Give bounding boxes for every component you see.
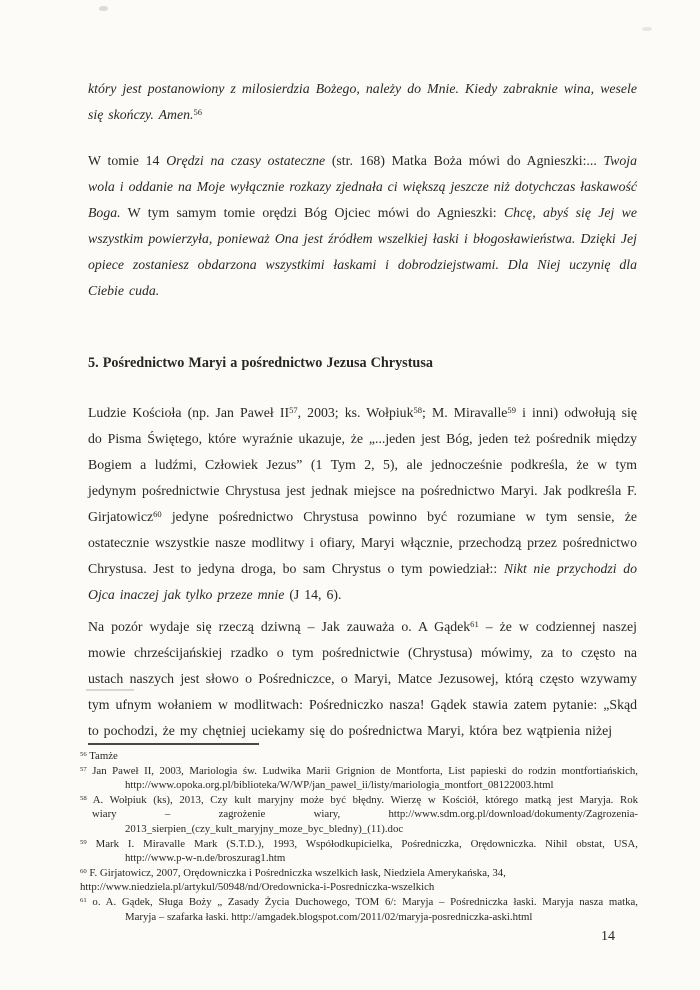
footnote-ref: 59 xyxy=(507,405,516,416)
paragraph-oredzia xyxy=(88,148,637,304)
text-run: ; M. Miravalle xyxy=(422,405,508,420)
footnote-item: $^{60}$ F. Girjatowicz, 2007, Orędowniczka i Pośredniczka wszelkich łask, Niedziela Amerykańska, 34, xyxy=(80,866,506,879)
text-run: i inni) odwołują się do Pisma Świętego, które wyraźnie ukazuje, że „...jeden jest Bóg, jeden też pośrednik między Bogiem a ludźmi, Człowiek Jezus” (1 Tym 2, 5), ale jednocześnie podkreśla, że w tym jedynym pośrednictwie Chrystusa jest jednak miejsce na pośrednictwo Maryi. Jak podkreśla F. Girjatowicz xyxy=(88,405,637,524)
section-heading xyxy=(88,350,637,376)
footnote-ref: 61 xyxy=(470,619,479,630)
text-run: (J 14, 6). xyxy=(284,587,342,602)
text-run: który jest postanowiony z milosierdzia Bożego, należy do Mnie. Kiedy zabraknie wina, wesele się skończy. Amen. xyxy=(88,81,637,122)
footnote-item: $^{57}$ Jan Paweł II, 2003, Mariologia św. Ludwika Marii Grignion de Montforta, List papieski do rodzin montfortiańskich, xyxy=(80,764,638,777)
opening-quote-paragraph xyxy=(88,76,637,128)
text-run: Na pozór wydaje się rzeczą dziwną – Jak zauważa o. A Gądek xyxy=(88,619,471,634)
text-run: – że w codziennej naszej mowie chrześcijańskiej rzadko o tym pośrednictwie (Chrystusa) mówimy, za to często na ustach naszych jest słowo o Pośredniczce, o Maryi, Matce Jezusowej, którą często wzywamy tym ufnym wołaniem w modlitwach: Pośredniczko nasza! Gądek stawia zatem pytanie: „Skąd to pochodzi, że my chętniej uciekamy się do pośrednictwa Maryi, która bez wątpienia niżej xyxy=(88,619,637,738)
footnote-number: 60 xyxy=(80,867,87,875)
footnote-continuation: http://www.p-w-n.de/broszurag1.htm xyxy=(125,852,286,865)
footnote-ref: 58 xyxy=(413,405,423,416)
text-run: jedyne pośrednictwo Chrystusa powinno być rozumiane w tym sensie, że ostatecznie wszystkie nasze modlitwy i ofiary, Maryi włącznie, przechodzą przez pośrednictwo Chrystusa. Jest to jedyna droga, bo sam Chrystus o tym powiedział:: xyxy=(88,509,637,576)
text-run: Ludzie Kościoła (np. Jan Paweł II xyxy=(88,405,290,420)
footnote-item: $^{56}$ Tamże xyxy=(80,750,118,762)
footnote-ref: 57 xyxy=(289,405,298,416)
text-run: W tym samym tomie orędzi Bóg Ojciec mówi do Agnieszki: xyxy=(120,205,504,220)
footnote-item: $^{58}$ A. Wołpiuk (ks), 2013, Czy kult maryjny może być błędny. Wierzę w Kościół, którego matką jest Maryja. Rok xyxy=(80,793,638,806)
footnote-continuation: 2013_sierpien_(czy_kult_maryjny_moze_byc_bledny)_(11).doc xyxy=(125,822,404,835)
footnote-separator xyxy=(88,743,259,745)
text-run: , 2003; ks. Wołpiuk xyxy=(297,405,414,420)
page-number: 14 xyxy=(601,929,615,944)
footnote-item: $^{59}$ Mark I. Miravalle Mark (S.T.D.), 1993, Współodkupicielka, Pośredniczka, Orędowniczka. Nihil obstat, USA, xyxy=(80,837,638,850)
footnote-number: 57 xyxy=(80,765,87,773)
footnote-number: 56 xyxy=(80,751,87,758)
footnote-continuation: http://www.opoka.org.pl/biblioteka/W/WP/jan_pawel_ii/listy/mariologia_montfort_08122003.html xyxy=(125,779,554,792)
scan-speck-icon xyxy=(642,27,652,31)
paragraph-posrednictwo xyxy=(88,400,637,608)
text-run: Twoja wola i oddanie na Moje wyłącznie rozkazy zjednała ci większą jeszcze niż dotychczas łaskawość Boga. xyxy=(88,153,637,220)
text-run: Orędzi na czasy ostateczne xyxy=(166,153,326,168)
footnote-item: $^{61}$ o. A. Gądek, Sługa Boży „ Zasady Życia Duchowego, TOM 6/: Maryja – Pośredniczka łaski. Maryja nasza matka, xyxy=(80,895,638,908)
text-run: (str. 168) Matka Boża mówi do Agnieszki:... xyxy=(325,153,604,168)
footnote-number: 61 xyxy=(80,896,87,904)
footnotes-section xyxy=(80,749,638,924)
footnote-ref: 60 xyxy=(153,509,162,520)
footnote-continuation: Maryja – szafarka łaski. http://amgadek.blogspot.com/2011/02/maryja-posredniczka-aski.html xyxy=(125,910,533,923)
footnote-number: 59 xyxy=(80,838,87,846)
paragraph-gadek xyxy=(88,614,637,744)
text-run: Chcę, abyś się Jej we wszystkim powierzyła, ponieważ Ona jest źródłem wszelkiej łaski i błogosławieństwa. Dzięki Jej opiece zostaniesz obdarzona wszystkimi łaskami i dobrodziejstwami. Dla Niej uczynię dla Ciebie cuda. xyxy=(88,205,637,298)
footnote-number: 58 xyxy=(80,794,87,802)
footnote-continuation: wiary – zagrożenie wiary, http://www.sdm.org.pl/download/dokumenty/Zagrozenia- xyxy=(92,808,638,821)
text-run: 5. Pośrednictwo Maryi a pośrednictwo Jezusa Chrystusa xyxy=(88,355,433,371)
text-run: Nikt nie przychodzi do Ojca inaczej jak tylko przeze mnie xyxy=(88,561,637,602)
footnote-continuation: http://www.niedziela.pl/artykul/50948/nd/Oredownicka-i-Posredniczka-wszelkich xyxy=(80,881,435,894)
footnote-ref: 56 xyxy=(193,107,202,118)
page-body xyxy=(88,0,637,744)
text-run: W tomie 14 xyxy=(88,153,167,168)
